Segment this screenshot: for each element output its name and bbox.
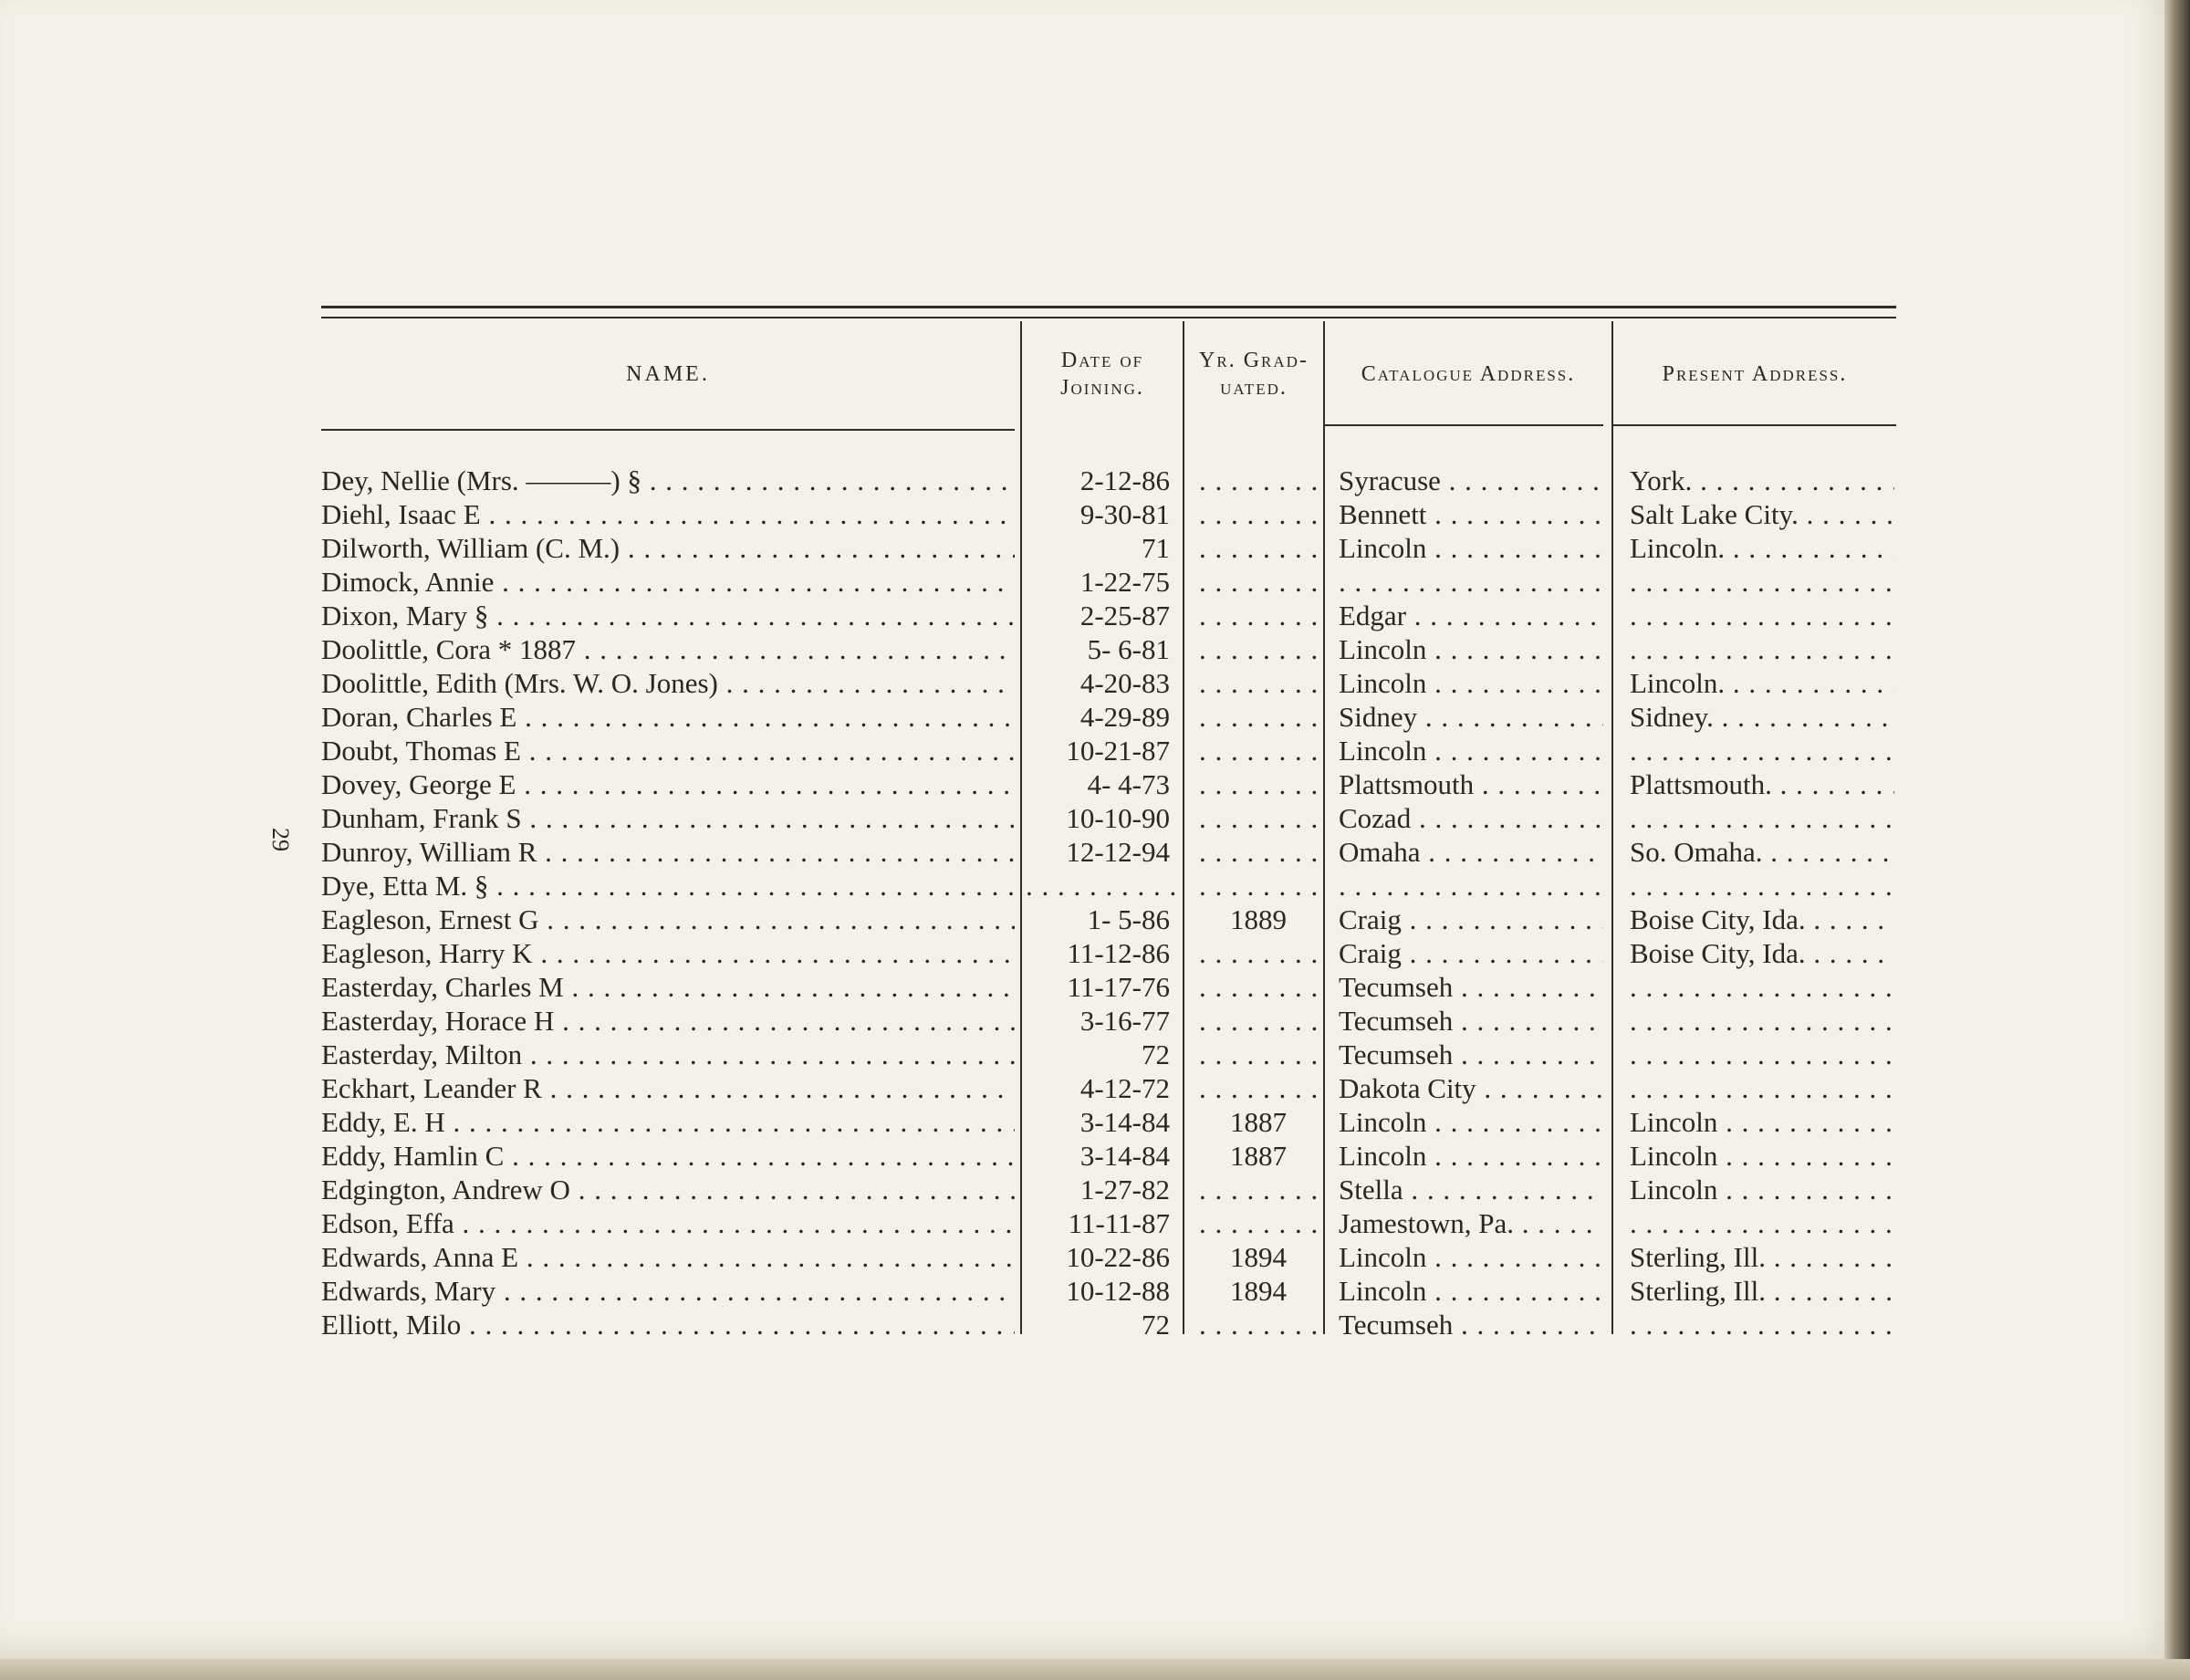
name-cell: Edgington, Andrew O . . .	[321, 1173, 1015, 1206]
date-joining-cell: 11-17-76	[1067, 971, 1170, 1003]
header-grad-line1: Yr. Grad-	[1199, 349, 1309, 372]
header-date-line2: Joining.	[1060, 376, 1144, 400]
catalogue-address-cell: Lincoln . . .	[1339, 632, 1603, 666]
catalogue-address-cell: Lincoln . . .	[1339, 1139, 1603, 1173]
present-address-cell: Lincoln. . . .	[1630, 666, 1894, 700]
table-row	[0, 1004, 1916, 1038]
table-row	[0, 1206, 1916, 1240]
catalogue-address-cell: Craig . . .	[1339, 903, 1603, 936]
present-address-cell: Sidney. . . .	[1630, 700, 1894, 734]
table-row	[0, 869, 1916, 903]
table-row	[0, 1139, 1916, 1173]
year-graduated-cell	[1199, 497, 1318, 531]
present-address-cell	[1630, 565, 1894, 599]
catalogue-address-cell: Craig . . .	[1339, 936, 1603, 970]
year-graduated-cell	[1199, 666, 1318, 700]
date-joining-cell: 1-22-75	[1079, 566, 1170, 598]
year-graduated-cell	[1199, 632, 1318, 666]
year-graduated-cell	[1199, 1308, 1318, 1341]
table-row	[0, 1308, 1916, 1341]
present-address-cell	[1630, 632, 1894, 666]
present-address-cell: Lincoln . . .	[1630, 1105, 1894, 1139]
catalogue-address-cell: Tecumseh . . .	[1339, 1004, 1603, 1038]
year-graduated-cell	[1199, 835, 1318, 869]
present-address-cell: Plattsmouth. . . .	[1630, 767, 1894, 801]
year-graduated-cell	[1199, 531, 1318, 565]
present-address-cell: Sterling, Ill. . . .	[1630, 1274, 1894, 1308]
name-cell: Dovey, George E . . .	[321, 767, 1015, 801]
present-address-cell	[1630, 1038, 1894, 1071]
present-address-cell	[1630, 1206, 1894, 1240]
catalogue-address-cell: Lincoln . . .	[1339, 531, 1603, 565]
catalogue-address-cell	[1339, 869, 1603, 903]
top-rule-upper	[321, 306, 1896, 308]
header-rule-cat	[1325, 424, 1603, 426]
present-address-cell: Sterling, Ill. . . .	[1630, 1240, 1894, 1274]
header-name	[321, 347, 1015, 402]
table-row	[0, 936, 1916, 970]
header-yr-graduated	[1184, 342, 1323, 406]
present-address-cell: Lincoln. . . .	[1630, 531, 1894, 565]
name-cell: Diehl, Isaac E . . .	[321, 497, 1015, 531]
table-row	[0, 599, 1916, 632]
present-address-cell	[1630, 1004, 1894, 1038]
name-cell: Easterday, Horace H . . .	[321, 1004, 1015, 1038]
table-row	[0, 565, 1916, 599]
present-address-cell: Lincoln . . .	[1630, 1139, 1894, 1173]
date-joining-cell: 11-12-86	[1067, 937, 1170, 969]
header-present-address	[1613, 342, 1896, 406]
catalogue-address-cell: Lincoln . . .	[1339, 666, 1603, 700]
table-row	[0, 666, 1916, 700]
year-graduated-cell	[1199, 464, 1318, 497]
year-graduated-cell: 1887	[1230, 1140, 1287, 1172]
roster-table	[0, 464, 1916, 1341]
name-cell: Dimock, Annie . . .	[321, 565, 1015, 599]
date-joining-cell: 1-27-82	[1079, 1174, 1170, 1205]
date-joining-cell: 3-14-84	[1079, 1140, 1170, 1172]
header-rule-name	[321, 429, 1015, 431]
catalogue-address-cell: Omaha . . .	[1339, 835, 1603, 869]
catalogue-address-cell: Tecumseh . . .	[1339, 1308, 1603, 1341]
table-row	[0, 835, 1916, 869]
table-row	[0, 1038, 1916, 1071]
year-graduated-cell: 1887	[1230, 1106, 1287, 1138]
header-pres-text: Present Address.	[1662, 362, 1848, 386]
name-cell: Eagleson, Ernest G . . .	[321, 903, 1015, 936]
table-row	[0, 497, 1916, 531]
catalogue-address-cell	[1339, 565, 1603, 599]
year-graduated-cell: 1894	[1230, 1241, 1287, 1273]
header-date-line1: Date of	[1060, 349, 1144, 372]
catalogue-address-cell: Lincoln . . .	[1339, 1274, 1603, 1308]
catalogue-address-cell: Cozad . . .	[1339, 801, 1603, 835]
present-address-cell	[1630, 1308, 1894, 1341]
name-cell: Edson, Effa . . .	[321, 1206, 1015, 1240]
name-cell: Dye, Etta M. § . . .	[321, 869, 1015, 903]
name-cell: Elliott, Milo . . .	[321, 1308, 1015, 1341]
table-row	[0, 1071, 1916, 1105]
catalogue-address-cell: Lincoln . . .	[1339, 1240, 1603, 1274]
year-graduated-cell: 1889	[1230, 903, 1287, 935]
name-cell: Easterday, Milton . . .	[321, 1038, 1015, 1071]
year-graduated-cell	[1199, 1071, 1318, 1105]
date-joining-cell: 2-12-86	[1079, 464, 1170, 496]
name-cell: Eckhart, Leander R . . .	[321, 1071, 1015, 1105]
present-address-cell	[1630, 970, 1894, 1004]
year-graduated-cell	[1199, 700, 1318, 734]
header-name-text: NAME.	[626, 362, 710, 386]
name-cell: Dixon, Mary § . . .	[321, 599, 1015, 632]
name-cell: Edwards, Anna E . . .	[321, 1240, 1015, 1274]
date-joining-cell: 9-30-81	[1079, 498, 1170, 530]
table-row	[0, 464, 1916, 497]
name-cell: Easterday, Charles M . . .	[321, 970, 1015, 1004]
table-row	[0, 531, 1916, 565]
catalogue-address-cell: Lincoln . . .	[1339, 1105, 1603, 1139]
catalogue-address-cell: Sidney . . .	[1339, 700, 1603, 734]
catalogue-address-cell: Lincoln . . .	[1339, 734, 1603, 767]
date-joining-cell: 72	[1142, 1038, 1170, 1070]
table-row	[0, 734, 1916, 767]
name-cell: Eddy, Hamlin C . . .	[321, 1139, 1015, 1173]
table-row	[0, 1274, 1916, 1308]
date-joining-cell: 4-20-83	[1079, 667, 1170, 699]
catalogue-address-cell: Bennett . . .	[1339, 497, 1603, 531]
present-address-cell	[1630, 869, 1894, 903]
date-joining-cell: 4- 4-73	[1087, 768, 1170, 800]
name-cell: Doubt, Thomas E . . .	[321, 734, 1015, 767]
date-joining-cell: 3-14-84	[1079, 1106, 1170, 1138]
header-date-joining	[1024, 342, 1181, 406]
table-row	[0, 767, 1916, 801]
name-cell: Dunroy, William R . . .	[321, 835, 1015, 869]
year-graduated-cell	[1199, 1173, 1318, 1206]
year-graduated-cell	[1199, 599, 1318, 632]
table-row	[0, 801, 1916, 835]
date-joining-cell: 2-25-87	[1079, 600, 1170, 631]
year-graduated-cell	[1199, 801, 1318, 835]
date-joining-cell: 71	[1142, 532, 1170, 564]
name-cell: Dey, Nellie (Mrs. ———) § . . .	[321, 464, 1015, 497]
date-joining-cell: 12-12-94	[1066, 836, 1170, 868]
table-row	[0, 970, 1916, 1004]
catalogue-address-cell: Stella . . .	[1339, 1173, 1603, 1206]
name-cell: Eagleson, Harry K . . .	[321, 936, 1015, 970]
name-cell: Edwards, Mary . . .	[321, 1274, 1015, 1308]
date-joining-cell: 11-11-87	[1068, 1207, 1170, 1239]
date-joining-cell: 10-22-86	[1066, 1241, 1170, 1273]
date-joining-cell	[1026, 869, 1181, 903]
catalogue-address-cell: Tecumseh . . .	[1339, 970, 1603, 1004]
name-cell: Dilworth, William (C. M.) . . .	[321, 531, 1015, 565]
table-row	[0, 1173, 1916, 1206]
date-joining-cell: 72	[1142, 1309, 1170, 1341]
present-address-cell	[1630, 1071, 1894, 1105]
header-catalogue-address	[1325, 342, 1611, 406]
year-graduated-cell	[1199, 1206, 1318, 1240]
year-graduated-cell	[1199, 970, 1318, 1004]
year-graduated-cell	[1199, 734, 1318, 767]
name-cell: Dunham, Frank S . . .	[321, 801, 1015, 835]
name-cell: Doran, Charles E . . .	[321, 700, 1015, 734]
catalogue-address-cell: Dakota City . . .	[1339, 1071, 1603, 1105]
year-graduated-cell	[1199, 1004, 1318, 1038]
header-rule-pres	[1613, 424, 1896, 426]
date-joining-cell: 3-16-77	[1079, 1005, 1170, 1037]
table-row	[0, 700, 1916, 734]
table-row	[0, 903, 1916, 936]
present-address-cell: Boise City, Ida. . . .	[1630, 936, 1894, 970]
catalogue-address-cell: Syracuse . . .	[1339, 464, 1603, 497]
name-cell: Doolittle, Cora * 1887 . . .	[321, 632, 1015, 666]
date-joining-cell: 4-12-72	[1079, 1072, 1170, 1104]
date-joining-cell: 1- 5-86	[1087, 903, 1170, 935]
page-edge-right	[2164, 0, 2190, 1680]
header-cat-text: Catalogue Address.	[1361, 362, 1576, 386]
year-graduated-cell	[1199, 869, 1318, 903]
catalogue-address-cell: Jamestown, Pa. . . .	[1339, 1206, 1603, 1240]
table-row	[0, 1105, 1916, 1139]
date-joining-cell: 10-12-88	[1066, 1275, 1170, 1307]
year-graduated-cell: 1894	[1230, 1275, 1287, 1307]
present-address-cell	[1630, 734, 1894, 767]
header-grad-line2: uated.	[1220, 376, 1288, 400]
page-number: 29	[267, 828, 294, 851]
name-cell: Doolittle, Edith (Mrs. W. O. Jones) . . .	[321, 666, 1015, 700]
year-graduated-cell	[1199, 1038, 1318, 1071]
catalogue-address-cell: Plattsmouth . . .	[1339, 767, 1603, 801]
present-address-cell: Lincoln . . .	[1630, 1173, 1894, 1206]
date-joining-cell: 10-10-90	[1066, 802, 1170, 834]
year-graduated-cell	[1199, 767, 1318, 801]
present-address-cell	[1630, 801, 1894, 835]
year-graduated-cell	[1199, 936, 1318, 970]
present-address-cell: Salt Lake City. . . .	[1630, 497, 1894, 531]
table-row	[0, 632, 1916, 666]
catalogue-address-cell: Tecumseh . . .	[1339, 1038, 1603, 1071]
page-edge-bottom	[0, 1659, 2190, 1680]
year-graduated-cell	[1199, 565, 1318, 599]
top-rule-lower	[321, 317, 1896, 318]
present-address-cell: Boise City, Ida. . . .	[1630, 903, 1894, 936]
present-address-cell	[1630, 599, 1894, 632]
catalogue-address-cell: Edgar . . .	[1339, 599, 1603, 632]
date-joining-cell: 4-29-89	[1079, 701, 1170, 733]
date-joining-cell: 5- 6-81	[1087, 633, 1170, 665]
table-row	[0, 1240, 1916, 1274]
present-address-cell: York. . . .	[1630, 464, 1894, 497]
present-address-cell: So. Omaha. . . .	[1630, 835, 1894, 869]
name-cell: Eddy, E. H . . .	[321, 1105, 1015, 1139]
date-joining-cell: 10-21-87	[1066, 735, 1170, 767]
